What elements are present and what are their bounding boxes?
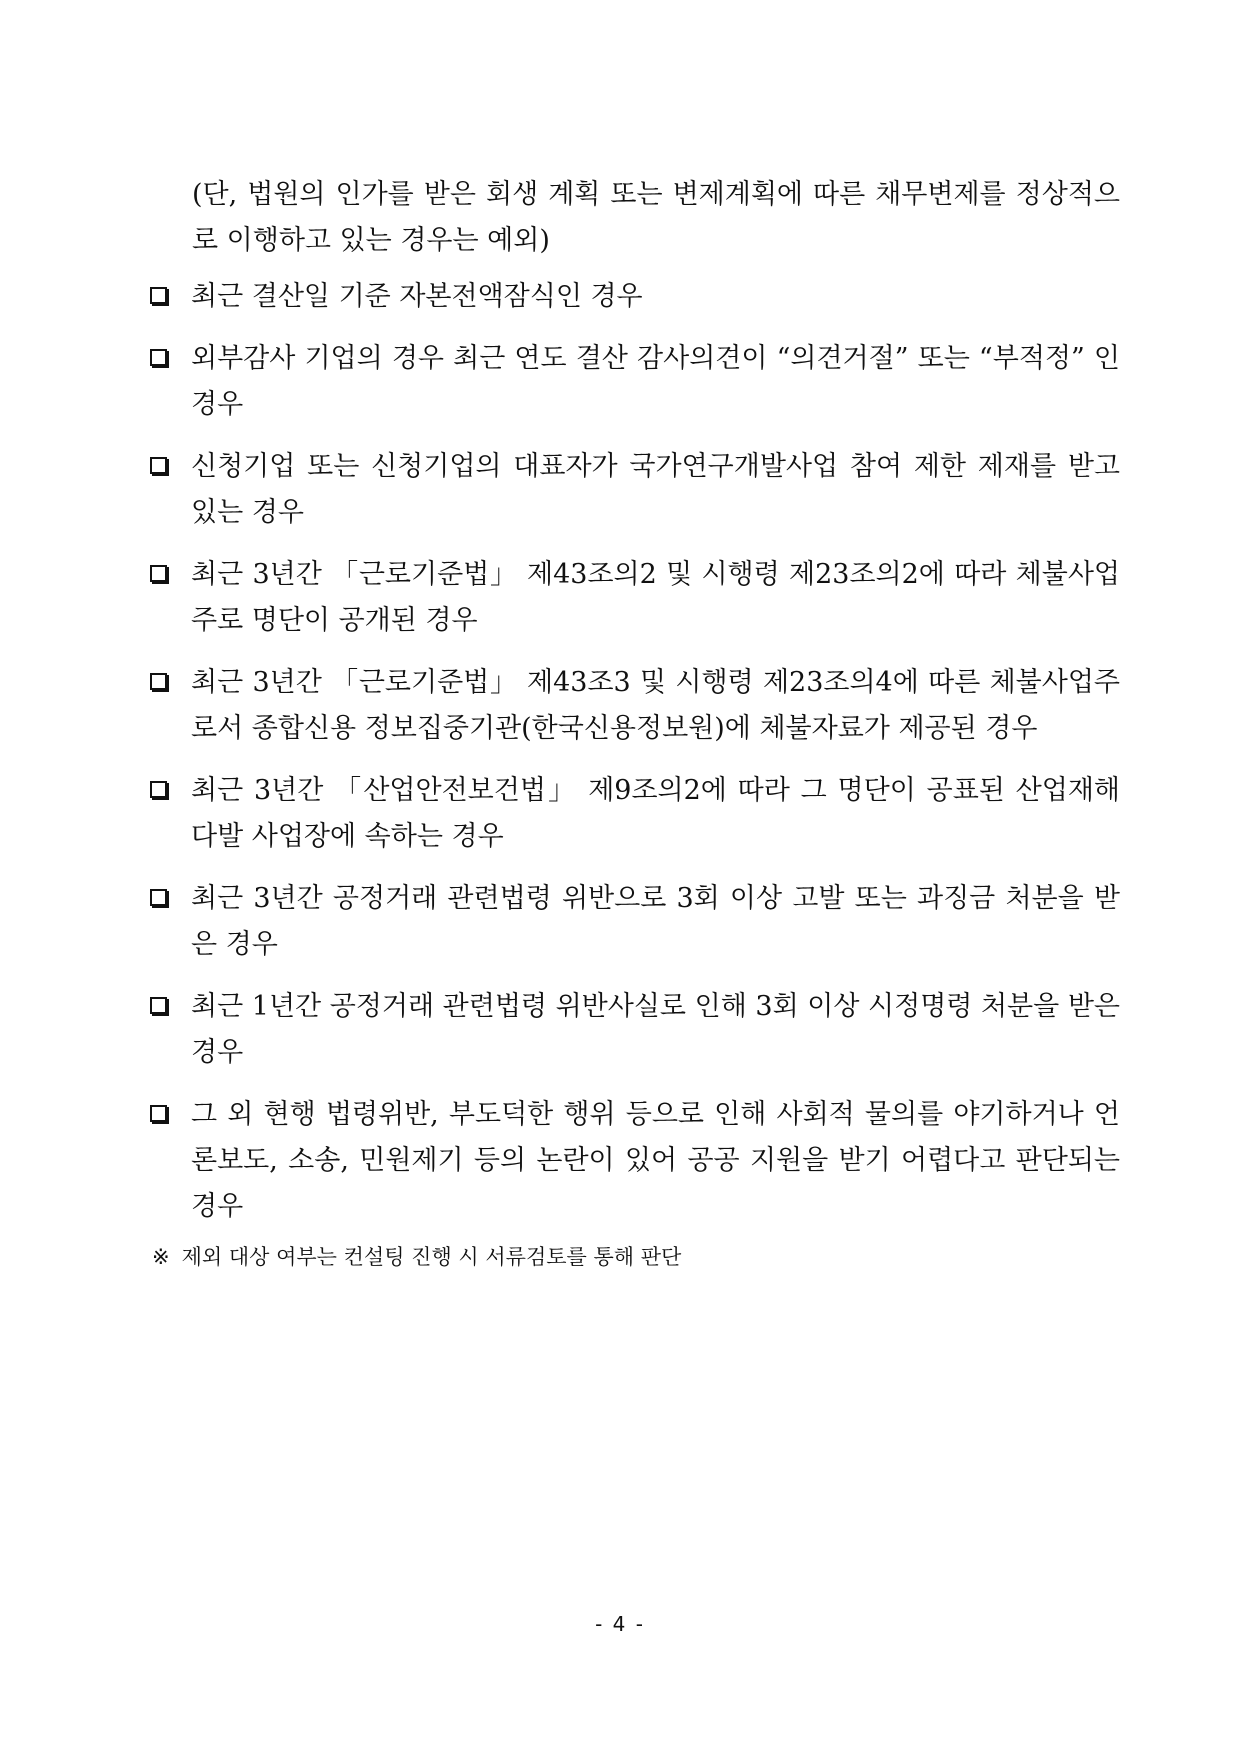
checkbox-bullet-icon — [150, 781, 167, 798]
footnote-text: 제외 대상 여부는 컨설팅 진행 시 서류검토를 통해 판단 — [181, 1245, 682, 1269]
checkbox-bullet-icon — [150, 565, 167, 582]
checkbox-bullet-icon — [150, 673, 167, 690]
checkbox-bullet-icon — [150, 889, 167, 906]
list-item — [148, 336, 1120, 428]
exclusion-list — [148, 274, 1120, 1230]
list-item — [148, 552, 1120, 644]
list-item — [148, 876, 1120, 968]
list-item — [148, 768, 1120, 860]
list-item-text: 최근 3년간 공정거래 관련법령 위반으로 3회 이상 고발 또는 과징금 처분을 받은 경우 — [191, 883, 1120, 960]
list-item-text: 신청기업 또는 신청기업의 대표자가 국가연구개발사업 참여 제한 제재를 받고있는 경우 — [191, 451, 1120, 528]
list-item — [148, 660, 1120, 752]
list-item — [148, 1092, 1120, 1230]
list-item-text: 그 외 현행 법령위반, 부도덕한 행위 등으로 인해 사회적 물의를 야기하거나 언론보도, 소송, 민원제기 등의 논란이 있어 공공 지원을 받기 어렵다고 판단되는 경우 — [191, 1099, 1120, 1222]
list-item-text: 최근 1년간 공정거래 관련법령 위반사실로 인해 3회 이상 시정명령 처분을 받은 경우 — [191, 991, 1120, 1068]
footnote — [152, 1240, 1120, 1274]
checkbox-bullet-icon — [150, 1105, 167, 1122]
page-content — [148, 172, 1120, 1274]
checkbox-bullet-icon — [150, 349, 167, 366]
list-item-text: 최근 3년간 「근로기준법」 제43조3 및 시행령 제23조의4에 따른 체불사업주로서 종합신용 정보집중기관(한국신용정보원)에 체불자료가 제공된 경우 — [191, 667, 1120, 744]
checkbox-bullet-icon — [150, 457, 167, 474]
page-number: - 4 - — [595, 1612, 645, 1636]
list-item — [148, 984, 1120, 1076]
continuation-paragraph: (단, 법원의 인가를 받은 회생 계획 또는 변제계획에 따른 채무변제를 정상적으로 이행하고 있는 경우는 예외) — [192, 179, 1120, 256]
checkbox-bullet-icon — [150, 287, 167, 304]
list-item-text: 최근 결산일 기준 자본전액잠식인 경우 — [191, 281, 643, 312]
list-item — [148, 444, 1120, 536]
reference-mark-icon: ※ — [152, 1245, 170, 1269]
checkbox-bullet-icon — [150, 997, 167, 1014]
list-item-text: 최근 3년간 「근로기준법」 제43조의2 및 시행령 제23조의2에 따라 체불사업주로 명단이 공개된 경우 — [191, 559, 1120, 636]
list-item-text: 최근 3년간 「산업안전보건법」 제9조의2에 따라 그 명단이 공표된 산업재해 다발 사업장에 속하는 경우 — [191, 775, 1120, 852]
list-item-text: 외부감사 기업의 경우 최근 연도 결산 감사의견이 “의견거절” 또는 “부적정” 인 경우 — [191, 343, 1120, 420]
list-item — [148, 274, 1120, 320]
